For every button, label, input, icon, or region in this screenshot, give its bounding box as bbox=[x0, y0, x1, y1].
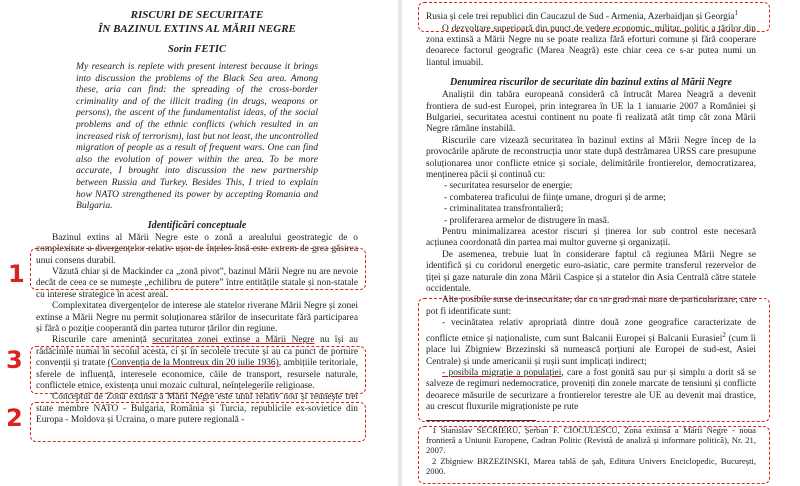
paragraph-2: Văzută chiar și de Mackinder ca „zonă pivot”, bazinul Mării Negre nu are nevoie decât de ceea ce se numește „echilibru de putere” între entitățile statale și non-statale cu interese strategice în acest areal. bbox=[36, 266, 358, 300]
footnote-1: 1 Stanislav SECRIERU, Șerban F. CIOCULESCU, Zona extinsă a Mării Negre - noua frontieră a Uniunii Europene, Cadran Politic (Revistă de analiză și informare politică), Nr. 21, 2007. bbox=[426, 424, 756, 456]
r-paragraph-6: Alte posibile surse de insecuritate, dar cu un grad mai mare de particularizare, care pot fi identificate sunt: bbox=[426, 295, 756, 317]
r-paragraph-3: Riscurile care vizează securitatea în bazinul extins al Mării Negre încep de la provocările apărute de reconstrucția unor state după destrămarea URSS care presupune soluționarea unor conflicte etnice și sociale, delimitările frontierelor, democratizarea, menținerea păcii și continuă cu: bbox=[426, 135, 756, 180]
annotation-mark-3: 3 bbox=[6, 346, 23, 374]
r-paragraph-4: Pentru minimalizarea acestor riscuri și ținerea lor sub control este necesară acțiunea coordonată din partea mai multor guverne și organizații. bbox=[426, 227, 756, 249]
right-page bbox=[402, 0, 800, 486]
bullet-3: - criminalitatea transfrontalieră; bbox=[444, 204, 564, 215]
author-name: Sorin FETIC bbox=[167, 44, 227, 55]
annotation-box-right-top bbox=[418, 2, 770, 32]
annotation-box-3 bbox=[30, 346, 366, 394]
section-heading: Identificări conceptuale bbox=[147, 219, 247, 231]
title-line-2: ÎN BAZINUL EXTINS AL MĂRII NEGRE bbox=[98, 23, 296, 35]
p4-text-a: Riscurile care amenință bbox=[52, 335, 153, 346]
footnote-2: 2 Zbigniew BRZEZINSKI, Marea tablă de șah, Editura Univers Enciclopedic, București, 2000. bbox=[426, 455, 756, 477]
bullet-1: - securitatea resurselor de energie; bbox=[444, 181, 573, 192]
annotation-box-right-footnotes bbox=[418, 426, 770, 484]
annotation-mark-1: 1 bbox=[8, 260, 25, 288]
annotation-box-2 bbox=[30, 402, 366, 442]
abstract: My research is replete with present interest because it brings into discussion the problems of the Black Sea area. Among these, aria can find: the spreading of the cross-border criminality and of the illicit trading (in drugs, weapons or persons), the ascent of the fundamentalist ideas, of the social problems and of the ethnic conflicts (which resulted in an increased risk of terrorism), last but not least, the uncontrolled migration of people as a result of frequent wars. One can find also the evolution of power within the area. To be more accurate, I brought into discussion the new partnership between Russia and Turkey. Besides This, I tried to explain how NATO strengthened its power by accepting Romania and Bulgaria. bbox=[76, 61, 318, 212]
bullet-6-underlined: - posibila migrație a populației bbox=[442, 368, 562, 379]
bullet-5-text-b: (cum îi place lui Zbigniew Brzezinski să numească porțiuni ale Europei de sud-est, Asiei Centrale) și unde americanii și rușii sunt implicați indirect; bbox=[426, 333, 756, 367]
p4-underlined-security: securitatea zonei extinse a Mării Negre bbox=[152, 335, 315, 346]
r-paragraph-5: De asemenea, trebuie luat în considerare faptul că regiunea Mării Negre se identifică și cu coridorul energetic euro-asiatic, care permite transferul rezervelor de țiței și gaze naturale din zona Mării Caspice și a statelor din Asia Centrală către statele occidentale. bbox=[426, 249, 756, 295]
paragraph-5: Conceptul de Zonă extinsă a Mării Negre este unul relativ nou și reunește trei state membre NATO - Bulgaria, România și Turcia, republicile ex-sovietice din Europa - Moldova și Ucraina, o mare putere regională - bbox=[36, 392, 358, 426]
bullet-6-text: , care a fost gonită sau pur și simplu a dorit să se salveze de regimuri nedemocratice, proveniți din zonele marcate de tensiuni și conflicte deoarece măsurile de securizare a frontierelor terestre ale UE au devenit mai drastice, au crescut fluxurile migraționiste pe rute bbox=[426, 368, 756, 413]
bullet-5-text-a: - vecinătatea relativ apropriată dintre două zone geografice caracterizate de conflicte etnice și naționaliste, cum sunt Balcanii Europei și Balcanii Eurasiei bbox=[426, 318, 756, 344]
annotation-mark-2: 2 bbox=[6, 404, 23, 432]
bullet-2: - combaterea traficului de ființe umane, droguri și de arme; bbox=[444, 192, 666, 203]
left-page bbox=[0, 0, 398, 486]
paragraph-1: Bazinul extins al Mării Negre este o zonă a arealului geostrategic de o complexitate a divergențelor relativ ușor de înțeles însă este extrem de grea găsirea unui consens durabil. bbox=[36, 232, 358, 266]
annotation-box-right-middle bbox=[418, 298, 770, 422]
article-title bbox=[36, 8, 358, 36]
r-paragraph-2: Analiștii din tabăra europeană consideră că întrucât Marea Neagră a devenit frontiera de sud-est Europei, prin integrarea în UE la 1 ianuarie 2007 a României și Bulgariei, securitatea acestui continent nu poate fi realizată atât timp cât zona Mării Negre rămâne instabilă. bbox=[426, 90, 756, 135]
annotation-box-1 bbox=[30, 248, 366, 290]
p4-text-d: , ambițiile teritoriale, sferele de influență, interesele economice, căile de transport, resursele naturale, conflictele etnice, existența unui mozaic cultural, neînțelegerile religioase. bbox=[36, 358, 359, 391]
footnote-ref-1: 1 bbox=[734, 9, 739, 17]
bullet-4: - proliferarea armelor de distrugere în masă. bbox=[444, 215, 610, 226]
r-section-heading: Denumirea riscurilor de securitate din bazinul extins al Mării Negre bbox=[450, 77, 732, 89]
title-line-1: RISCURI DE SECURITATE bbox=[130, 9, 264, 21]
footnote-ref-2: 2 bbox=[722, 330, 726, 339]
paragraph-3: Complexitatea divergențelor de interese ale statelor riverane Mării Negre și zonei extinse a Mării Negre nu permit soluționarea stărilor de insecuritate fără participarea și fără o poziție cooperantă din partea tuturor țărilor din regiune. bbox=[36, 301, 358, 334]
p4-text-b: nu își au rădăcinile numai în secolul acesta, ci și în secolele trecute și au ca punct de pornire convenții și tratate bbox=[36, 335, 358, 369]
r-paragraph-1: O dezvoltare superioară din punct de vedere economic, militar, politic a țărilor din zona extinsă a Mării Negre nu se poate realiza fără eforturi comune și fără cooperare deoarece factorul geografic (Marea Neagră) este chiar ceea ce s-ar putea numi un liantul imuabil. bbox=[426, 23, 756, 68]
p4-underlined-convention: (Convenția de la Montreux din 20 iulie 1936) bbox=[107, 358, 279, 369]
top-line-text: Rusia și cele trei republici din Caucazul de Sud - Armenia, Azerbaidjan și Georgia bbox=[426, 12, 735, 23]
